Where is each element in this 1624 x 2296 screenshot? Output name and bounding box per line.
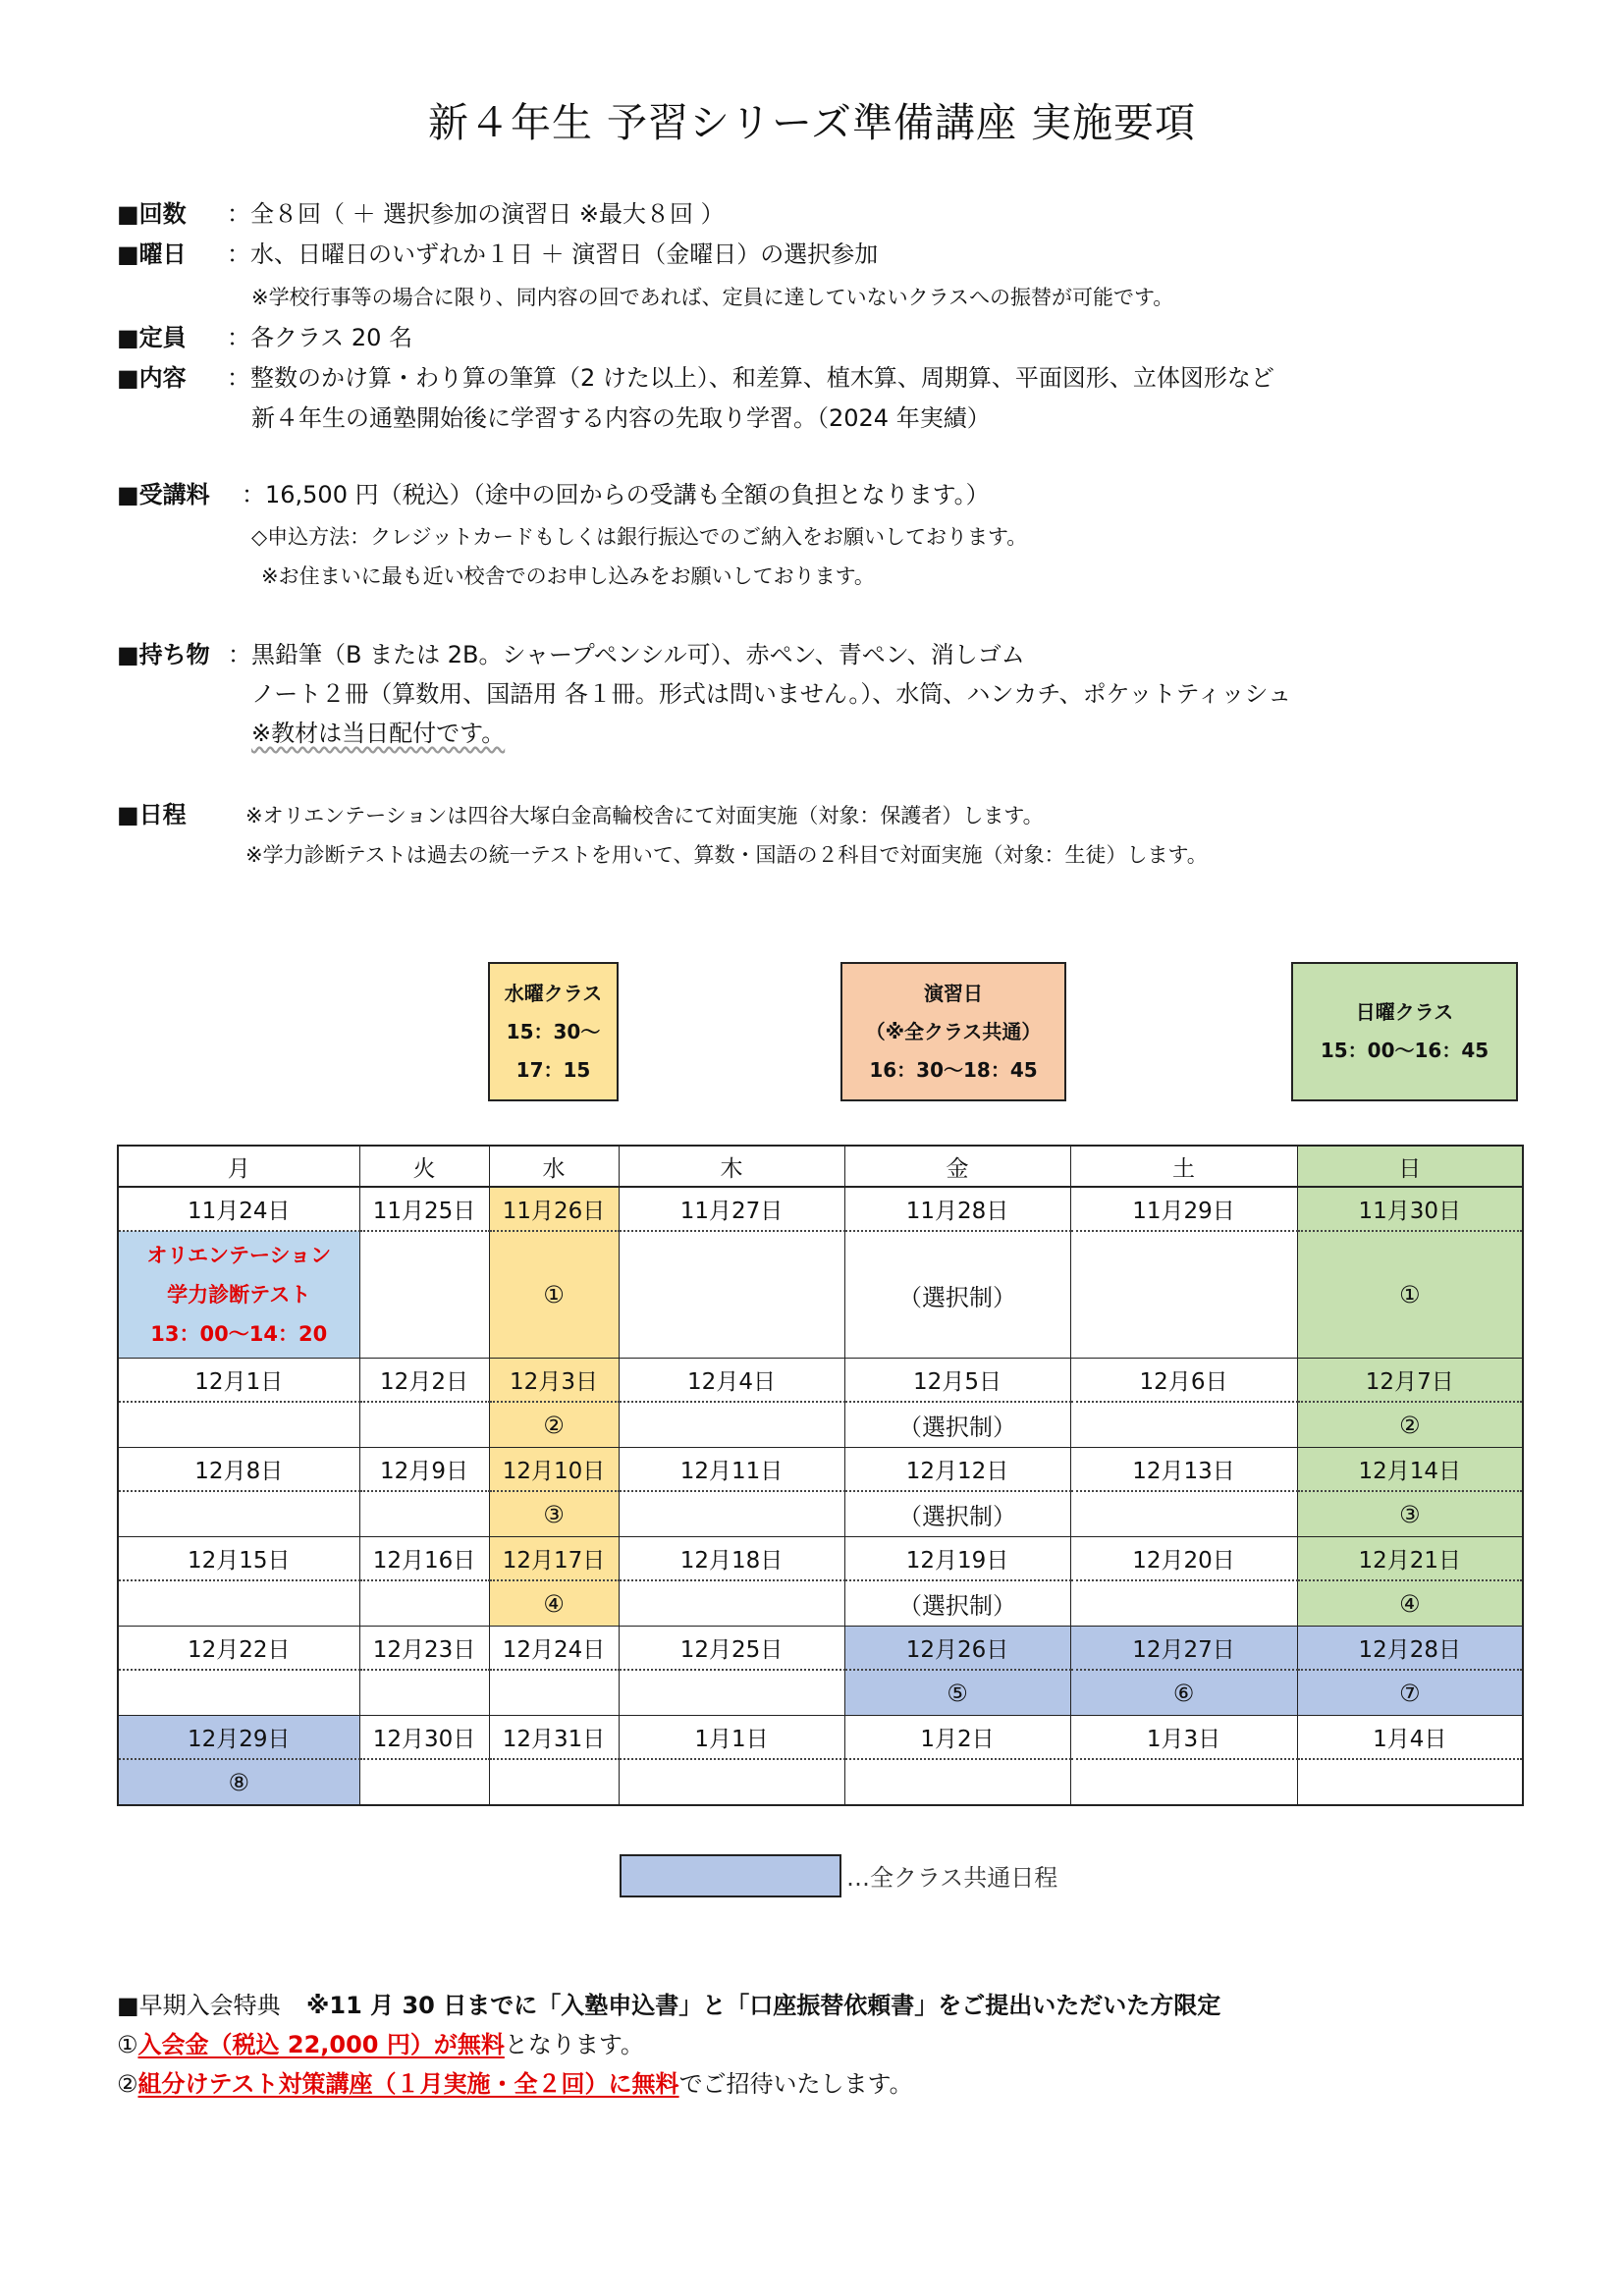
calendar-date: 11月24日 — [118, 1187, 359, 1231]
empty-cell — [359, 1402, 489, 1448]
practice-day-name: 演習日 — [924, 981, 983, 1005]
empty-cell — [1297, 1759, 1523, 1805]
session-cell — [1297, 1491, 1523, 1537]
session-label: ⑤ — [947, 1679, 968, 1707]
calendar-date: 12月28日 — [1297, 1627, 1523, 1671]
teiin-text: ：各クラス 20 名 — [227, 324, 413, 351]
session-cell — [489, 1580, 619, 1627]
schedule-label: ■日程 — [117, 801, 187, 828]
empty-cell — [359, 1491, 489, 1537]
calendar-date: 12月17日 — [489, 1537, 619, 1581]
session-label: ⑧ — [228, 1768, 249, 1796]
calendar-date: 12月9日 — [359, 1448, 489, 1492]
calendar-date: 12月13日 — [1070, 1448, 1297, 1492]
calendar-date: 12月26日 — [844, 1627, 1070, 1671]
benefit-item-1-highlight: 入会金（税込 22,000 円）が無料 — [137, 2031, 505, 2058]
items-text-2: ノート２冊（算数用、国語用 各１冊。形式は問いません。）、水筒、ハンカチ、ポケットティッシュ — [251, 680, 1292, 708]
kaisu-text: ：全８回（ ＋ 選択参加の演習日 ※最大８回 ） — [227, 200, 725, 228]
calendar-date: 12月4日 — [619, 1359, 844, 1403]
calendar-date: 12月12日 — [844, 1448, 1070, 1492]
empty-cell — [359, 1670, 489, 1716]
calendar-date: 12月7日 — [1297, 1359, 1523, 1403]
empty-cell — [359, 1231, 489, 1359]
calendar-date: 12月29日 — [118, 1716, 359, 1760]
session-cell — [1297, 1580, 1523, 1627]
calendar-date: 11月26日 — [489, 1187, 619, 1231]
session-label: ② — [543, 1411, 565, 1439]
empty-cell — [118, 1402, 359, 1448]
benefit-item-1: ①入会金（税込 22,000 円）が無料となります。 — [117, 2031, 644, 2058]
benefit-label: ■早期入会特典 — [117, 1992, 281, 2019]
items-text-3: ※教材は当日配付です。 — [251, 720, 506, 747]
fee-text: ：16,500 円（税込）（途中の回からの受講も全額の負担となります。） — [242, 481, 990, 508]
youbi-note: ※学校行事等の場合に限り、同内容の回であれば、定員に達していないクラスへの振替が可能です。 — [251, 286, 1174, 309]
calendar-date: 12月16日 — [359, 1537, 489, 1581]
session-label: （選択制） — [898, 1592, 1016, 1620]
empty-cell — [359, 1580, 489, 1627]
empty-cell — [489, 1670, 619, 1716]
session-cell — [489, 1402, 619, 1448]
session-cell — [844, 1670, 1070, 1716]
calendar-date: 12月27日 — [1070, 1627, 1297, 1671]
calendar-date: 12月18日 — [619, 1537, 844, 1581]
empty-cell — [619, 1670, 844, 1716]
calendar-date: 11月27日 — [619, 1187, 844, 1231]
empty-cell — [619, 1231, 844, 1359]
sun-class-name: 日曜クラス — [1355, 1000, 1454, 1024]
session-label: ④ — [543, 1589, 565, 1618]
calendar-date: 12月22日 — [118, 1627, 359, 1671]
youbi-text: ：水、日曜日のいずれか１日 ＋ 演習日（金曜日）の選択参加 — [227, 240, 879, 268]
calendar-date: 12月10日 — [489, 1448, 619, 1492]
calendar-date: 12月21日 — [1297, 1537, 1523, 1581]
calendar-date: 11月28日 — [844, 1187, 1070, 1231]
calendar-date: 12月14日 — [1297, 1448, 1523, 1492]
session-label: ⑦ — [1398, 1679, 1421, 1707]
empty-cell — [619, 1580, 844, 1627]
orientation-cell — [118, 1231, 359, 1359]
common-schedule-swatch — [620, 1854, 841, 1897]
fee-label: ■受講料 — [117, 481, 210, 508]
calendar-date: 12月8日 — [118, 1448, 359, 1492]
wed-class-start: 15：30～ — [506, 1019, 601, 1043]
items-text: ：黒鉛筆（B または 2B。シャープペンシル可）、赤ペン、青ペン、消しゴム — [228, 641, 1025, 668]
session-cell — [1297, 1231, 1523, 1359]
calendar-date: 12月11日 — [619, 1448, 844, 1492]
naiyou-label: ■内容 — [117, 364, 187, 392]
practice-day-time: 16：30～18：45 — [869, 1057, 1038, 1082]
session-label: （選択制） — [898, 1414, 1016, 1441]
empty-cell — [489, 1759, 619, 1805]
weekday-header: 金 — [844, 1146, 1070, 1187]
empty-cell — [1070, 1402, 1297, 1448]
empty-cell — [619, 1759, 844, 1805]
session-cell — [844, 1231, 1070, 1359]
calendar-date: 1月3日 — [1070, 1716, 1297, 1760]
calendar-date: 12月3日 — [489, 1359, 619, 1403]
session-label: ④ — [1398, 1589, 1421, 1618]
fee-note-1: ◇申込方法：クレジットカードもしくは銀行振込でのご納入をお願いしております。 — [251, 525, 1028, 549]
weekday-header: 月 — [118, 1146, 359, 1187]
calendar-date: 11月29日 — [1070, 1187, 1297, 1231]
session-cell — [1297, 1402, 1523, 1448]
calendar-date: 12月31日 — [489, 1716, 619, 1760]
calendar-date: 12月6日 — [1070, 1359, 1297, 1403]
benefit-item-2-highlight: 組分けテスト対策講座（１月実施・全２回）に無料 — [137, 2070, 679, 2098]
youbi-label: ■曜日 — [117, 240, 187, 268]
benefit-condition: ※11 月 30 日までに「入塾申込書」と「口座振替依頼書」をご提出いただいた方限定 — [306, 1992, 1221, 2019]
session-cell — [118, 1759, 359, 1805]
page-title: 新４年生 予習シリーズ準備講座 実施要項 — [427, 99, 1196, 146]
weekday-header: 水 — [489, 1146, 619, 1187]
empty-cell — [118, 1491, 359, 1537]
empty-cell — [359, 1759, 489, 1805]
calendar-date: 12月19日 — [844, 1537, 1070, 1581]
teiin-label: ■定員 — [117, 324, 187, 351]
calendar-date: 1月2日 — [844, 1716, 1070, 1760]
common-schedule-label: …全クラス共通日程 — [846, 1864, 1058, 1892]
wed-class-end: 17：15 — [515, 1057, 591, 1082]
orientation-line: 13：00～14：20 — [150, 1322, 328, 1346]
sun-class-time: 15：00～16：45 — [1320, 1039, 1489, 1062]
empty-cell — [619, 1402, 844, 1448]
benefit-item-2: ②組分けテスト対策講座（１月実施・全２回）に無料でご招待いたします。 — [117, 2070, 913, 2098]
session-cell — [489, 1491, 619, 1537]
session-cell — [489, 1231, 619, 1359]
practice-day-legend — [840, 962, 1066, 1101]
empty-cell — [118, 1580, 359, 1627]
empty-cell — [619, 1491, 844, 1537]
calendar-date: 12月5日 — [844, 1359, 1070, 1403]
orientation-line: オリエンテーション — [146, 1244, 332, 1267]
session-label: （選択制） — [898, 1503, 1016, 1530]
calendar-date: 12月1日 — [118, 1359, 359, 1403]
items-label: ■持ち物 — [117, 641, 210, 668]
empty-cell — [1070, 1580, 1297, 1627]
session-label: （選択制） — [898, 1283, 1016, 1311]
schedule-calendar — [117, 1145, 1524, 1806]
calendar-date: 11月25日 — [359, 1187, 489, 1231]
weekday-header: 日 — [1297, 1146, 1523, 1187]
fee-note-2: ※お住まいに最も近い校舎でのお申し込みをお願いしております。 — [261, 564, 875, 588]
calendar-date: 1月1日 — [619, 1716, 844, 1760]
empty-cell — [118, 1670, 359, 1716]
session-label: ① — [543, 1281, 565, 1308]
session-cell — [844, 1580, 1070, 1627]
schedule-note-2: ※学力診断テストは過去の統一テストを用いて、算数・国語の２科目で対面実施（対象：生徒）します。 — [245, 843, 1208, 867]
wed-class-name: 水曜クラス — [504, 981, 603, 1005]
calendar-date: 12月25日 — [619, 1627, 844, 1671]
calendar-date: 12月2日 — [359, 1359, 489, 1403]
calendar-date: 12月23日 — [359, 1627, 489, 1671]
session-label: ③ — [543, 1500, 565, 1528]
practice-day-note: （※全クラス共通） — [865, 1019, 1042, 1043]
calendar-date: 12月20日 — [1070, 1537, 1297, 1581]
empty-cell — [1070, 1491, 1297, 1537]
naiyou-text: ：整数のかけ算・わり算の筆算（2 けた以上）、和差算、植木算、周期算、平面図形、立体図形など — [227, 364, 1274, 392]
orientation-line: 学力診断テスト — [167, 1283, 311, 1307]
calendar-date: 12月15日 — [118, 1537, 359, 1581]
schedule-note-1: ※オリエンテーションは四谷大塚白金高輪校舎にて対面実施（対象：保護者）します。 — [245, 804, 1044, 828]
session-label: ① — [1398, 1281, 1421, 1308]
empty-cell — [1070, 1759, 1297, 1805]
session-label: ② — [1398, 1411, 1421, 1439]
empty-cell — [844, 1759, 1070, 1805]
session-cell — [1297, 1670, 1523, 1716]
calendar-date: 12月24日 — [489, 1627, 619, 1671]
weekday-header: 木 — [619, 1146, 844, 1187]
session-cell — [1070, 1670, 1297, 1716]
wed-class-legend — [488, 962, 619, 1101]
session-label: ⑥ — [1172, 1679, 1195, 1707]
weekday-header: 火 — [359, 1146, 489, 1187]
sun-class-legend — [1291, 962, 1518, 1101]
calendar-date: 11月30日 — [1297, 1187, 1523, 1231]
session-cell — [844, 1491, 1070, 1537]
calendar-date: 12月30日 — [359, 1716, 489, 1760]
kaisu-label: ■回数 — [117, 200, 187, 228]
calendar-date: 1月4日 — [1297, 1716, 1523, 1760]
empty-cell — [1070, 1231, 1297, 1359]
session-label: ③ — [1398, 1500, 1421, 1528]
weekday-header: 土 — [1070, 1146, 1297, 1187]
naiyou-text-2: 新４年生の通塾開始後に学習する内容の先取り学習。（2024 年実績） — [251, 404, 991, 432]
session-cell — [844, 1402, 1070, 1448]
